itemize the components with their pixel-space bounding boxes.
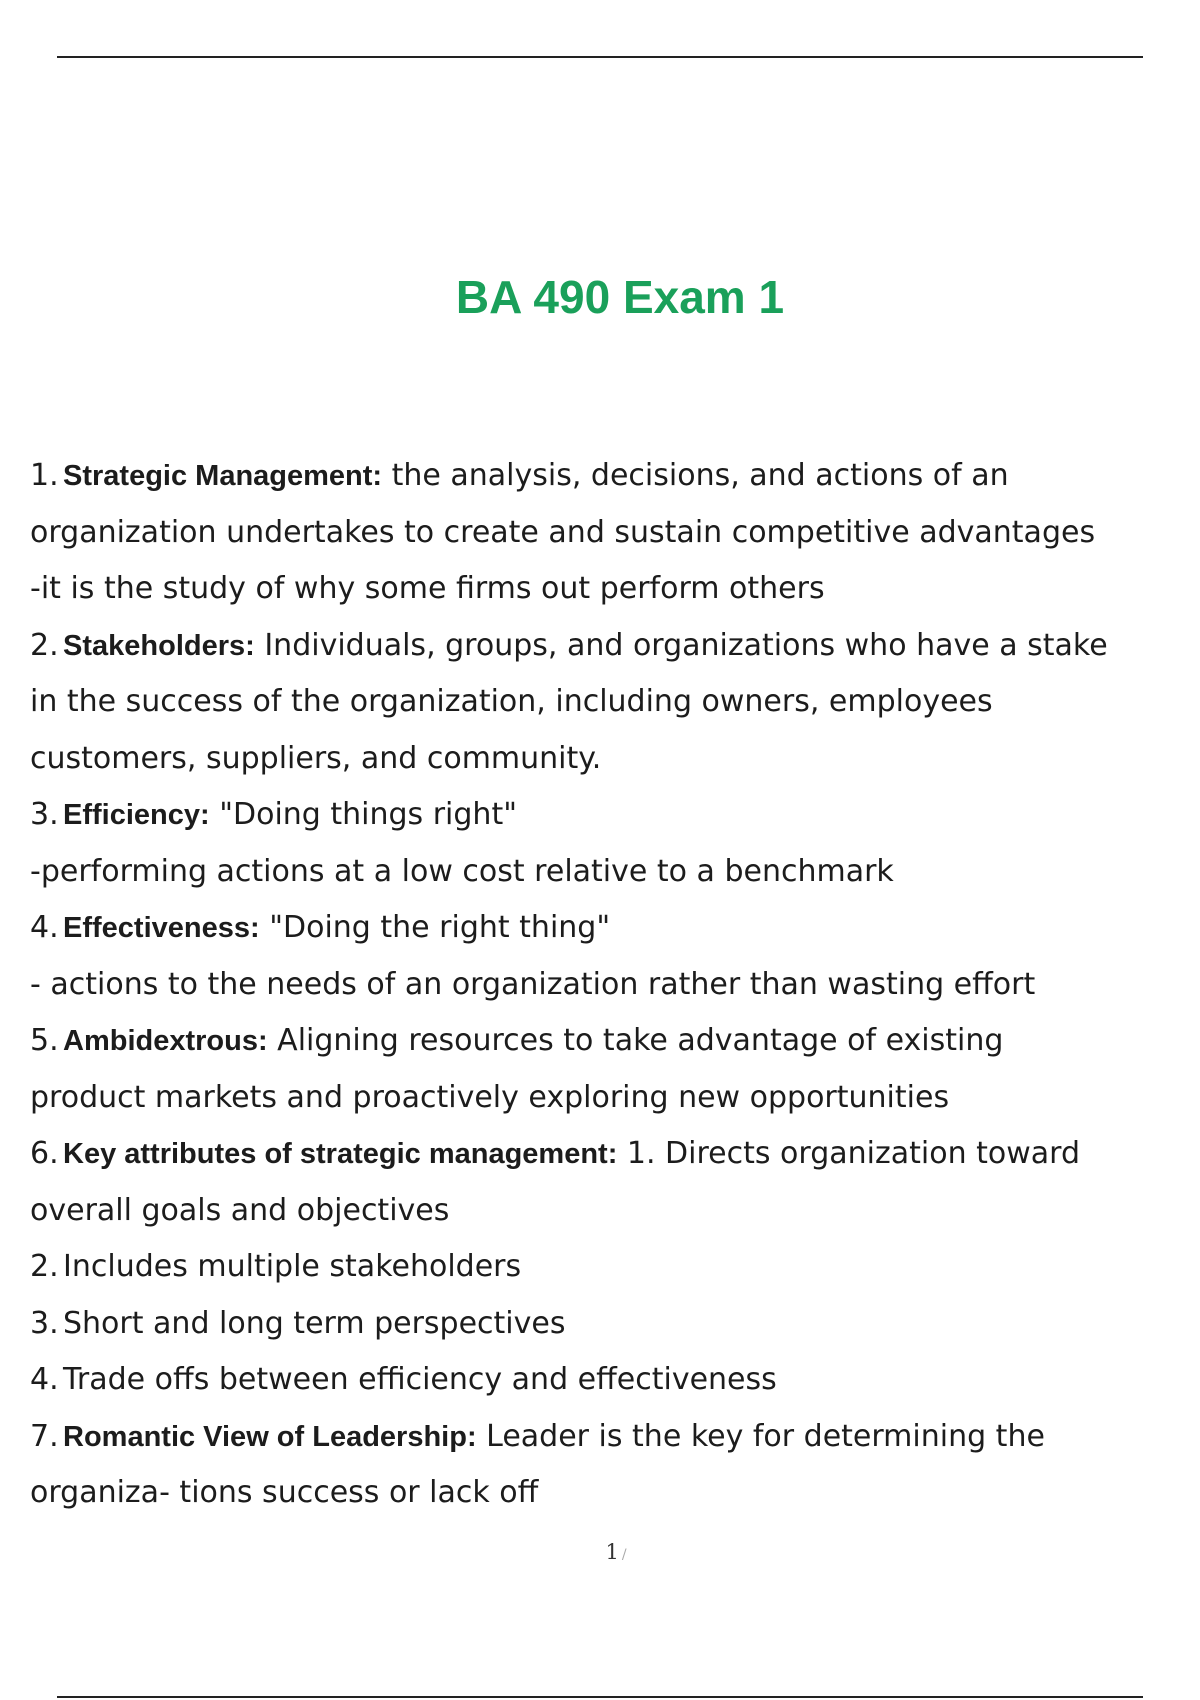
item-definition: the analysis, decisions, and actions of an: [382, 458, 1009, 493]
item-continuation: product markets and proactively exploring new opportunities: [30, 1079, 950, 1115]
item-definition: Leader is the key for determining the: [476, 1418, 1045, 1454]
item-continuation: -it is the study of why some firms out perform others: [30, 571, 825, 606]
list-item: [30, 448, 1200, 505]
page-number-suffix: /: [621, 1547, 627, 1563]
item-term: Effectiveness:: [63, 912, 260, 944]
item-term: Efficiency:: [63, 799, 210, 831]
item-definition: "Doing the right thing": [259, 910, 611, 945]
item-term: Romantic View of Leadership:: [63, 1420, 477, 1453]
header-rule: [57, 56, 1143, 58]
item-number: 2.: [30, 627, 59, 663]
item-term: Ambidextrous:: [63, 1025, 268, 1057]
sub-item-text: Includes multiple stakeholders: [63, 1249, 522, 1284]
list-item: [30, 900, 1200, 957]
document-title: BA 490 Exam 1: [455, 271, 785, 323]
sub-item-number: 4.: [30, 1362, 59, 1397]
item-definition: 1. Directs organization toward: [617, 1136, 1081, 1171]
definitions-list: [30, 448, 1200, 1522]
page-number: [0, 1540, 1200, 1564]
item-number: 4.: [30, 910, 59, 945]
item-continuation: organization undertakes to create and sustain competitive advantages: [30, 514, 1096, 550]
item-definition: Aligning resources to take advantage of existing: [267, 1023, 1004, 1058]
sub-item-number: 3.: [30, 1305, 59, 1341]
item-number: 3.: [30, 797, 59, 832]
item-definition: Individuals, groups, and organizations who have a stake: [254, 627, 1108, 663]
item-term: Key attributes of strategic management:: [63, 1138, 618, 1170]
item-number: 5.: [30, 1023, 59, 1058]
sub-list-item: [30, 1296, 1200, 1353]
list-item: [30, 618, 1200, 675]
sub-item-text: Trade offs between efficiency and effectiveness: [63, 1362, 777, 1397]
list-item: [30, 1013, 1200, 1070]
sub-item-number: 2.: [30, 1249, 59, 1284]
list-item: [30, 787, 1200, 844]
sub-item-text: Short and long term perspectives: [63, 1305, 566, 1341]
item-term: Strategic Management:: [63, 460, 383, 492]
list-item: [30, 1126, 1200, 1183]
item-continuation: - actions to the needs of an organization rather than wasting effort: [30, 966, 1036, 1002]
item-continuation: in the success of the organization, including owners, employees: [30, 684, 993, 719]
item-term: Stakeholders:: [63, 629, 255, 662]
item-number: 1.: [30, 458, 59, 493]
list-item: [30, 1409, 1200, 1466]
item-number: 6.: [30, 1136, 59, 1171]
item-continuation: overall goals and objectives: [30, 1192, 450, 1228]
item-number: 7.: [30, 1418, 59, 1454]
item-continuation: -performing actions at a low cost relative to a benchmark: [30, 853, 894, 889]
sub-list-item: [30, 1239, 1200, 1296]
item-definition: "Doing things right": [209, 797, 518, 832]
item-continuation: customers, suppliers, and community.: [30, 740, 602, 776]
sub-list-item: [30, 1352, 1200, 1409]
item-continuation: organiza- tions success or lack off: [30, 1475, 539, 1510]
footer-rule: [57, 1696, 1143, 1698]
page-number-value: 1: [605, 1540, 619, 1564]
